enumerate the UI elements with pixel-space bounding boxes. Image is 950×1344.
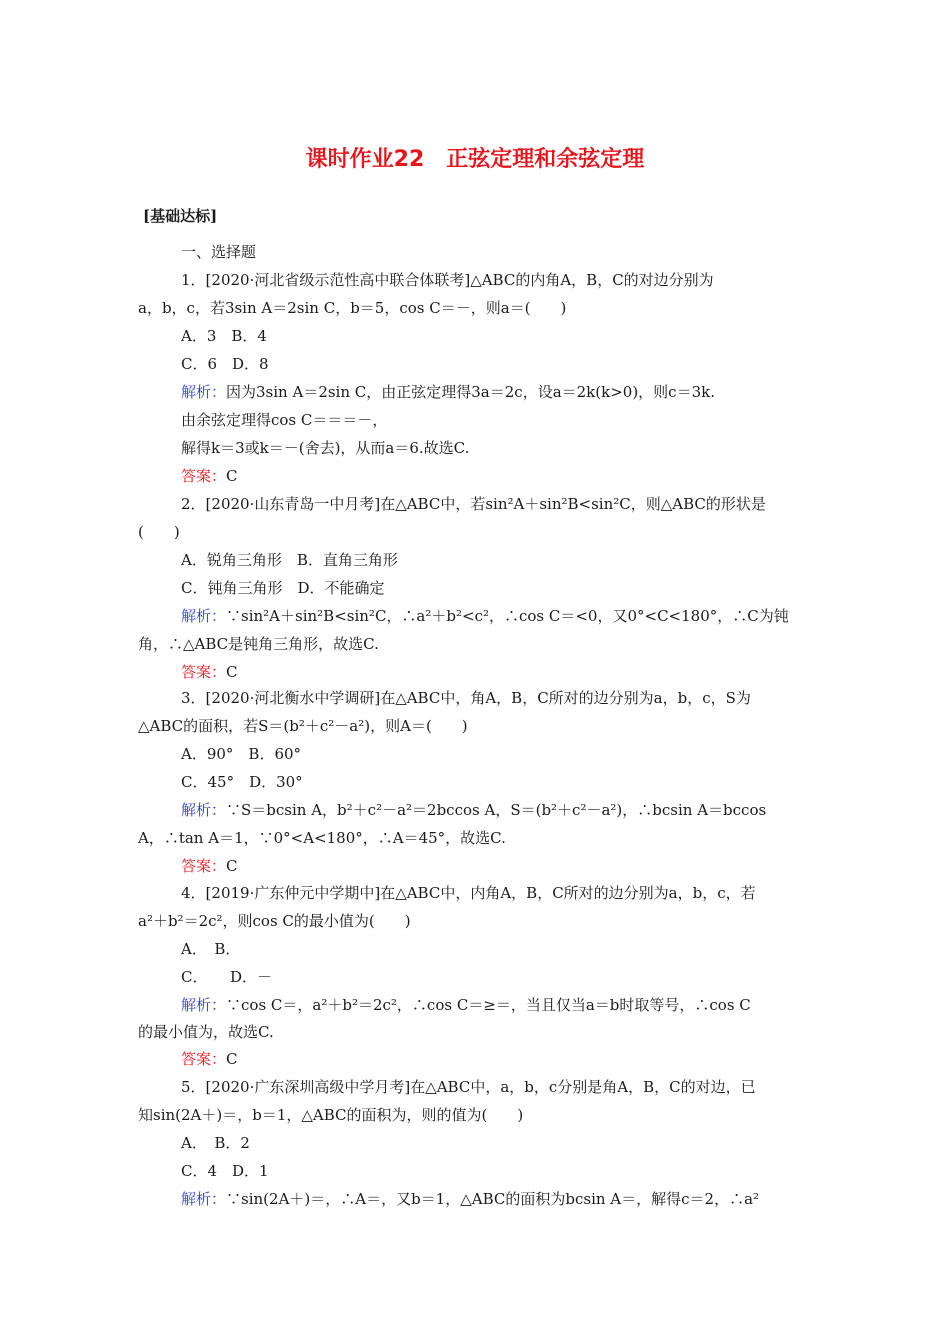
q1-options-row1: A．3 B．4 [181, 327, 267, 345]
q1-solution-line3: 解得k＝3或k＝－(舍去)，从而a＝6.故选C. [181, 439, 470, 457]
q2-answer-value: C [226, 663, 238, 681]
q1-stem-line1: 1．[2020·河北省级示范性高中联合体联考]△ABC的内角A，B，C的对边分别为 [181, 271, 714, 289]
q2-solution-label: 解析： [181, 607, 227, 625]
q4-solution-line1 [181, 995, 751, 1015]
q2-answer-label: 答案： [181, 663, 227, 681]
q1-options-row2: C．6 D．8 [181, 355, 269, 373]
q5-stem-line2: 知sin(2A＋)＝，b＝1，△ABC的面积为，则的值为( ) [138, 1106, 524, 1124]
q2-solution-line2: 角，∴△ABC是钝角三角形，故选C. [138, 635, 379, 653]
q5-options-row2: C．4 D．1 [181, 1162, 269, 1180]
title-part1: 课时作业22 [305, 147, 425, 172]
q4-stem-line2: a²＋b²＝2c²，则cos C的最小值为( ) [138, 912, 411, 930]
q1-solution-text1: 因为3sin A＝2sin C，由正弦定理得3a＝2c，设a＝2k(k>0)，则c＝3k. [226, 383, 715, 401]
q3-solution-line2: A，∴tan A＝1，∵0°<A<180°，∴A＝45°，故选C. [138, 829, 506, 847]
q3-options-row1: A．90° B．60° [181, 745, 302, 763]
q4-answer-label: 答案： [181, 1050, 227, 1068]
title-part2: 正弦定理和余弦定理 [446, 147, 645, 172]
q2-stem-line1: 2．[2020·山东青岛一中月考]在△ABC中，若sin²A＋sin²B<sin²C，则△ABC的形状是 [181, 495, 766, 513]
subsection-heading: 一、选择题 [181, 243, 257, 261]
q3-stem-line2: △ABC的面积，若S＝(b²＋c²－a²)，则A＝( ) [138, 717, 468, 735]
q3-answer-value: C [226, 857, 238, 875]
q5-solution-text1: ∵sin(2A＋)＝，∴A＝，又b＝1，△ABC的面积为bcsin A＝，解得c＝2，∴a² [226, 1190, 760, 1208]
q1-answer-label: 答案： [181, 467, 227, 485]
q2-solution-line1 [181, 606, 789, 626]
q1-solution-line1 [181, 382, 715, 402]
section-heading: [基础达标] [143, 207, 218, 225]
q3-answer-label: 答案： [181, 857, 227, 875]
q3-solution-label: 解析： [181, 801, 227, 819]
q1-solution-line2: 由余弦定理得cos C＝＝＝－， [181, 411, 388, 429]
q1-answer [181, 466, 238, 486]
q1-answer-value: C [226, 467, 238, 485]
q4-options-row2: C． D．－ [181, 968, 273, 986]
q4-solution-line2: 的最小值为，故选C. [138, 1023, 274, 1041]
q5-solution-label: 解析： [181, 1190, 227, 1208]
q5-solution-line1 [181, 1189, 759, 1209]
q4-stem-line1: 4．[2019·广东仲元中学期中]在△ABC中，内角A，B，C所对的边分别为a，b，c，若 [181, 884, 756, 902]
q2-options-row2: C．钝角三角形 D．不能确定 [181, 579, 385, 597]
q4-answer-value: C [226, 1050, 238, 1068]
q3-solution-line1 [181, 800, 766, 820]
q4-solution-label: 解析： [181, 996, 227, 1014]
q3-stem-line1: 3．[2020·河北衡水中学调研]在△ABC中，角A，B，C所对的边分别为a，b，c，S为 [181, 689, 751, 707]
q2-options-row1: A．锐角三角形 B．直角三角形 [181, 551, 398, 569]
q4-answer [181, 1049, 238, 1069]
q3-answer [181, 856, 238, 876]
page-title [0, 142, 950, 173]
q2-stem-line2: ( ) [138, 523, 180, 541]
q1-solution-label: 解析： [181, 383, 227, 401]
q3-solution-text1: ∵S＝bcsin A，b²＋c²－a²＝2bccos A，S＝(b²＋c²－a²)，∴bcsin A＝bccos [226, 801, 767, 819]
q4-options-row1: A． B． [181, 940, 241, 958]
q1-stem-line2: a，b，c，若3sin A＝2sin C，b＝5，cos C＝－，则a＝( ) [138, 299, 567, 317]
q5-stem-line1: 5．[2020·广东深圳高级中学月考]在△ABC中，a，b，c分别是角A，B，C的对边，已 [181, 1078, 756, 1096]
q2-answer [181, 662, 238, 682]
q3-options-row2: C．45° D．30° [181, 773, 303, 791]
q4-solution-text1: ∵cos C＝，a²＋b²＝2c²，∴cos C＝≥＝，当且仅当a＝b时取等号，∴cos C [226, 996, 751, 1014]
q5-options-row1: A． B．2 [181, 1134, 250, 1152]
q2-solution-text1: ∵sin²A＋sin²B<sin²C，∴a²＋b²<c²，∴cos C＝<0，又0°<C<180°，∴C为钝 [226, 607, 789, 625]
